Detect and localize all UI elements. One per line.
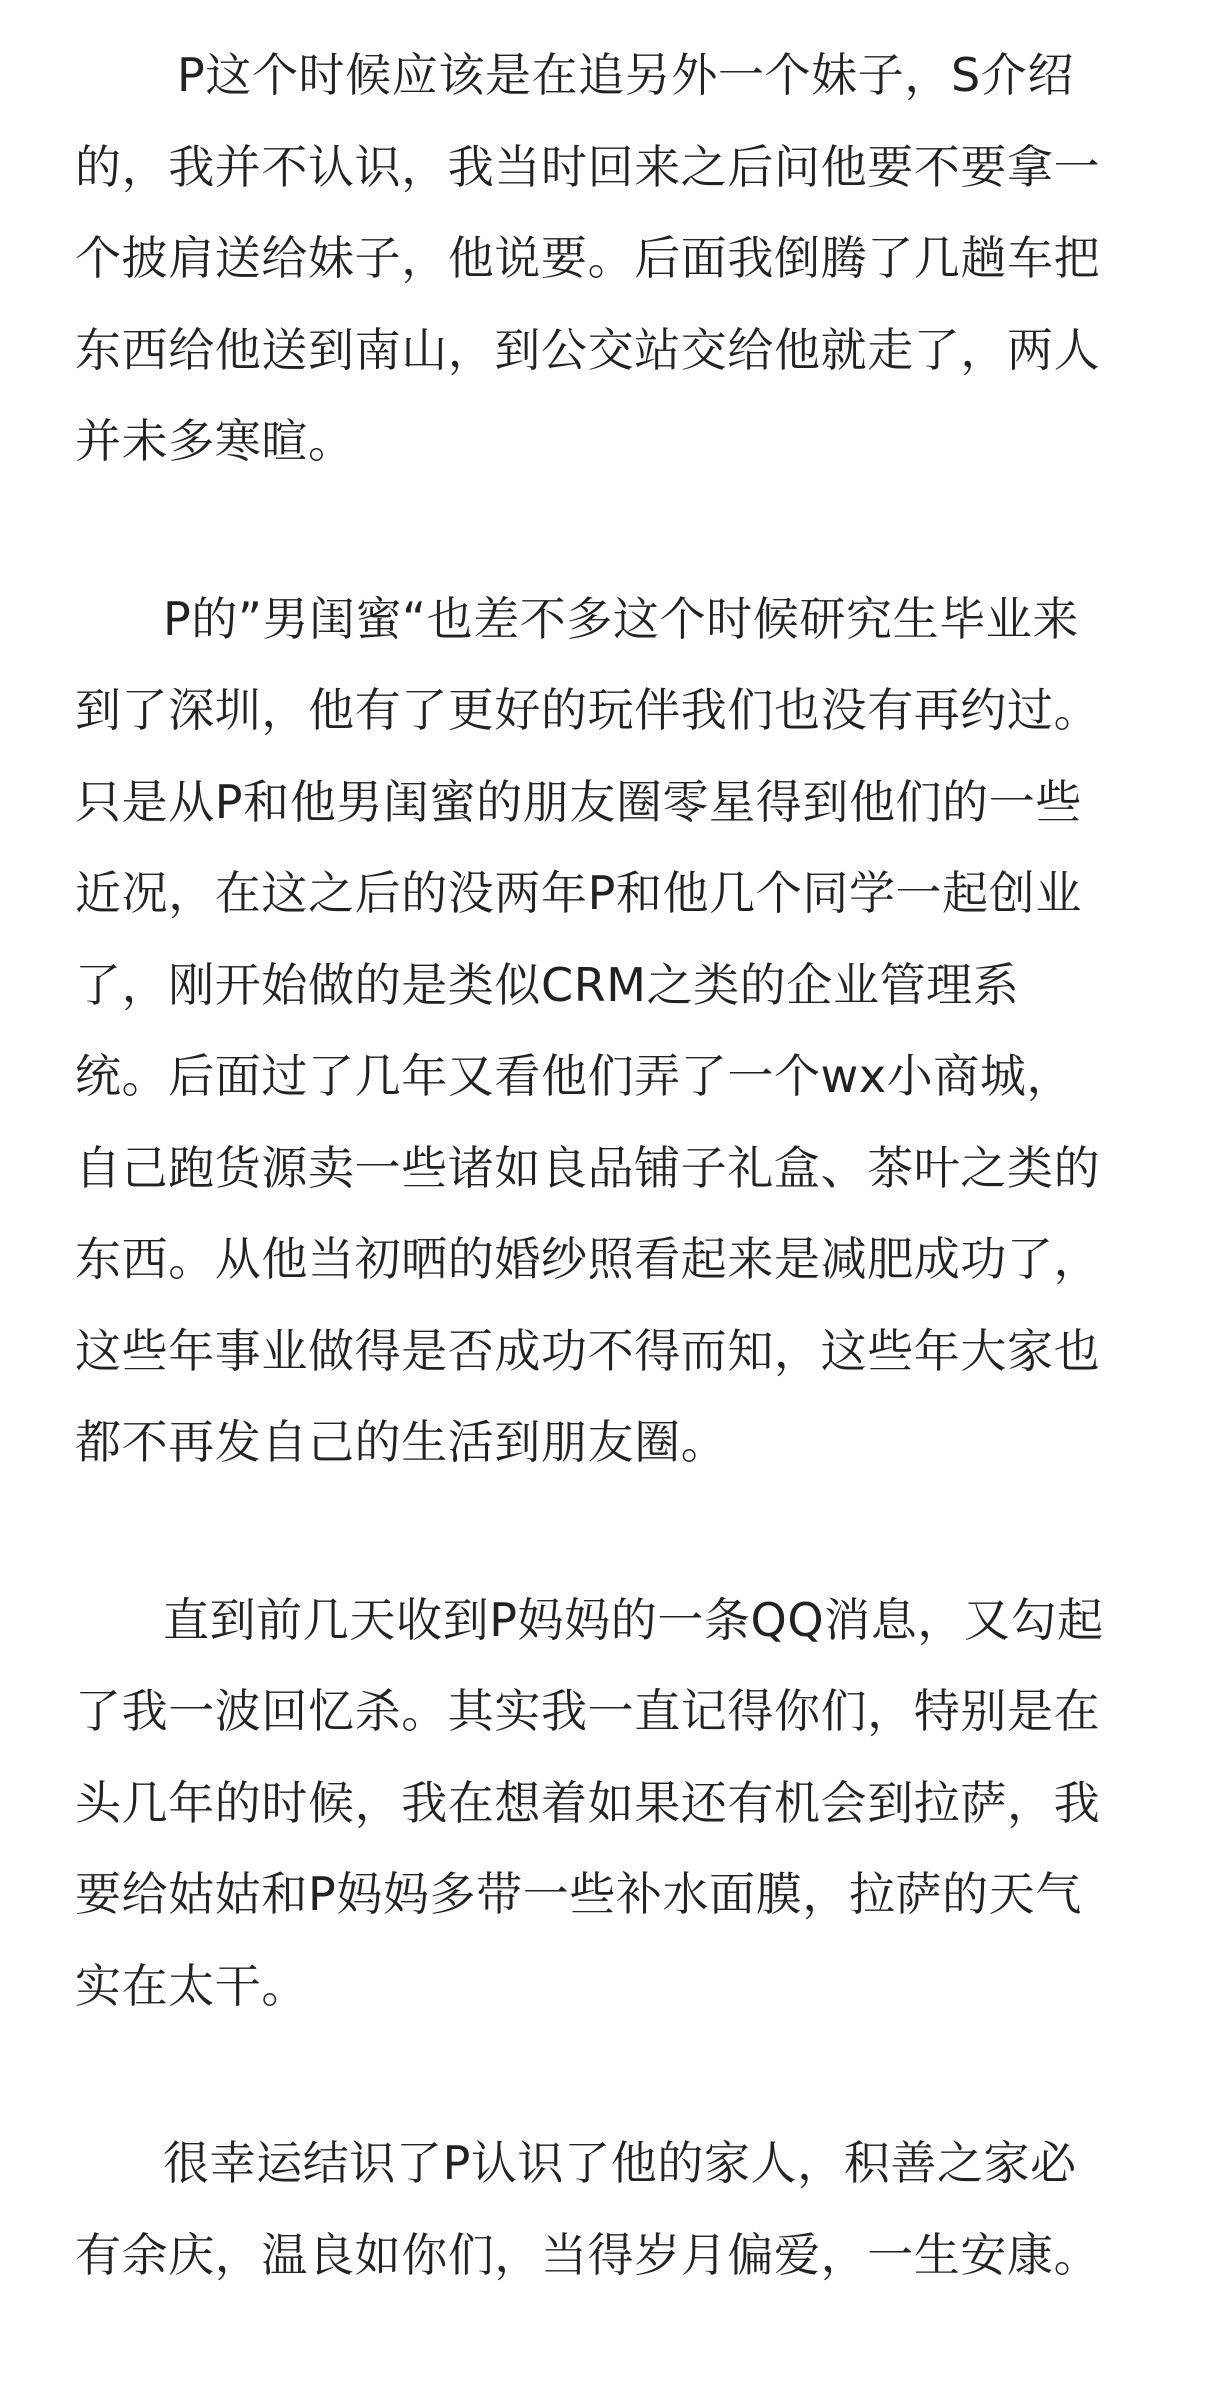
text-line: 统。后面过了几年又看他们弄了一个wx小商城， (75, 1049, 1074, 1103)
paragraph-3 (75, 1575, 1155, 2033)
paragraph-1 (75, 30, 1155, 488)
text-line: 这些年事业做得是否成功不得而知，这些年大家也 (75, 1323, 1101, 1378)
text-line: 的，我并不认识，我当时回来之后问他要不要拿一 (75, 139, 1101, 194)
text-line: P这个时候应该是在追另外一个妹子，S介绍 (177, 48, 1074, 102)
paragraph-2 (75, 574, 1155, 1489)
text-line: 了，刚开始做的是类似CRM之类的企业管理系 (75, 957, 1020, 1012)
text-line: 都不再发自己的生活到朋友圈。 (75, 1415, 728, 1469)
text-line: 实在太干。 (75, 1958, 308, 2013)
text-line: 要给姑姑和P妈妈多带一些补水面膜，拉萨的天气 (75, 1867, 1082, 1921)
text-line: 东西给他送到南山，到公交站交给他就走了，两人 (75, 322, 1101, 377)
text-line: 只是从P和他男闺蜜的朋友圈零星得到他们的一些 (75, 774, 1082, 829)
text-line: 了我一波回忆杀。其实我一直记得你们，特别是在 (75, 1684, 1101, 1738)
text-line: 并未多寒暄。 (75, 414, 355, 468)
text-line: 头几年的时候，我在想着如果还有机会到拉萨，我 (75, 1775, 1101, 1830)
text-line: P的”男闺蜜“也差不多这个时候研究生毕业来 (163, 591, 1080, 646)
text-line: 有余庆，温良如你们，当得岁月偏爱，一生安康。 (75, 2227, 1101, 2282)
text-line: 很幸运结识了P认识了他的家人，积善之家必 (163, 2136, 1077, 2190)
text-line: 东西。从他当初晒的婚纱照看起来是减肥成功了， (75, 1232, 1101, 1286)
paragraph-4 (75, 2118, 1155, 2301)
text-line: 到了深圳，他有了更好的玩伴我们也没有再约过。 (75, 683, 1101, 737)
text-line: 直到前几天收到P妈妈的一条QQ消息，又勾起 (163, 1592, 1104, 1647)
text-line: 近况，在这之后的没两年P和他几个同学一起创业 (75, 866, 1082, 920)
text-line: 自己跑货源卖一些诸如良品铺子礼盒、茶叶之类的 (75, 1140, 1101, 1195)
article-body (75, 30, 1155, 2387)
text-line: 个披肩送给妹子，他说要。后面我倒腾了几趟车把 (75, 231, 1101, 285)
